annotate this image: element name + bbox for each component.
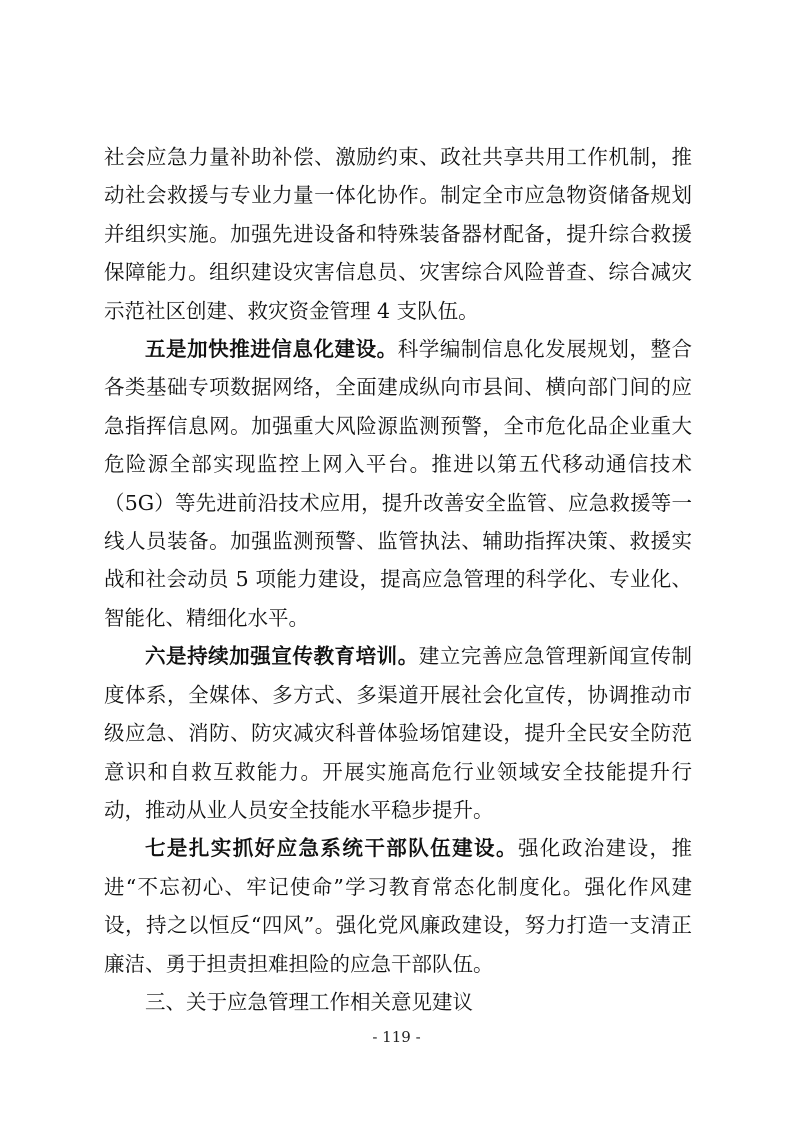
paragraph-publicity-training: [104, 637, 692, 829]
page-number: - 119 -: [372, 1028, 421, 1046]
paragraph-cadre-team: [104, 829, 692, 983]
paragraph-lead-heading: 七是扎实抓好应急系统干部队伍建设。: [145, 836, 518, 861]
paragraph-text: 科学编制信息化发展规划，整合各类基础专项数据网络，全面建成纵向市县间、横向部门间的应急指挥信息网。加强重大风险源监测预警，全市危化品企业重大危险源全部实现监控上网入平台。推进以第五代移动通信技术（5G）等先进前沿技术应用，提升改善安全监管、应急救援等一线人员装备。加强监测预警、监管执法、辅助指挥决策、救援实战和社会动员 5 项能力建设，提高应急管理的科学化、专业化、智能化、精细化水平。: [104, 337, 693, 630]
paragraph-text: 建立完善应急管理新闻宣传制度体系，全媒体、多方式、多渠道开展社会化宣传，协调推动市级应急、消防、防灾减灾科普体验场馆建设，提升全民安全防范意识和自救互救能力。开展实施高危行业领域安全技能提升行动，推动从业人员安全技能水平稳步提升。: [104, 644, 693, 822]
document-body: [104, 138, 692, 1021]
section-heading: 三、关于应急管理工作相关意见建议: [145, 989, 473, 1014]
paragraph-lead-heading: 五是加快推进信息化建设。: [145, 337, 398, 362]
paragraph-continuation: [104, 138, 692, 330]
paragraph-informatization: [104, 330, 692, 637]
paragraph-text: 社会应急力量补助补偿、激励约束、政社共享共用工作机制，推动社会救援与专业力量一体化协作。制定全市应急物资储备规划并组织实施。加强先进设备和特殊装备器材配备，提升综合救援保障能力。组织建设灾害信息员、灾害综合风险普查、综合减灾示范社区创建、救灾资金管理 4 支队伍。: [104, 145, 692, 323]
paragraph-lead-heading: 六是持续加强宣传教育培训。: [145, 644, 419, 669]
paragraph-text: 强化政治建设，推进“不忘初心、牢记使命”学习教育常态化制度化。强化作风建设，持之以恒反“四风”。强化党风廉政建设，努力打造一支清正廉洁、勇于担责担难担险的应急干部队伍。: [104, 836, 692, 976]
